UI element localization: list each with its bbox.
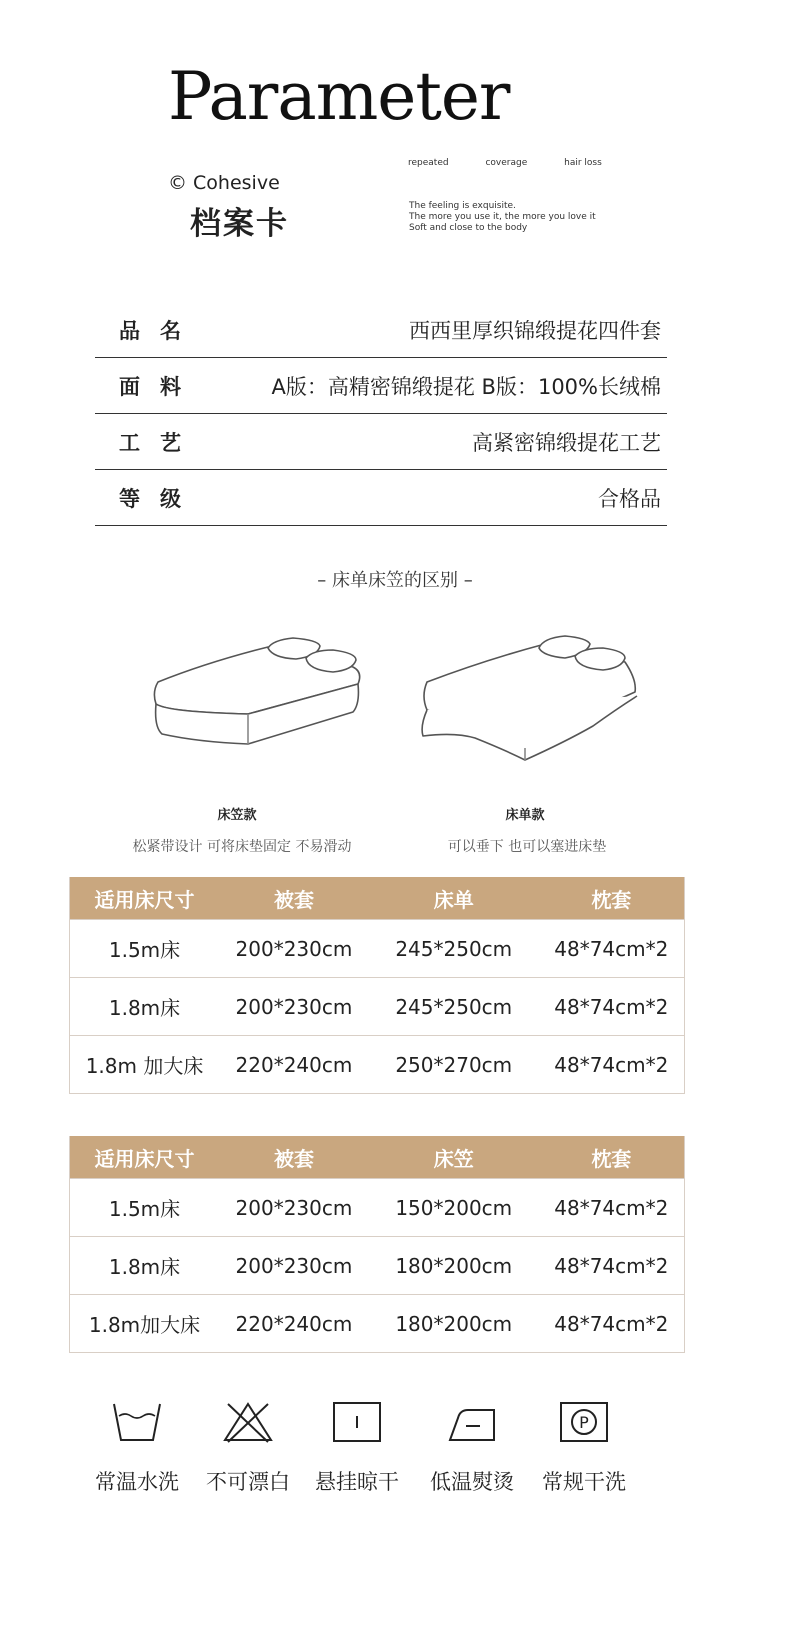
wash-tub-icon	[111, 1400, 163, 1444]
care-label: 低温熨烫	[430, 1470, 514, 1494]
table-cell: 200*230cm	[219, 1179, 369, 1237]
table-cell: 48*74cm*2	[539, 1179, 685, 1237]
tag: coverage	[485, 158, 528, 168]
fitted-sheet-description: 松紧带设计 可将床垫固定 不易滑动	[132, 839, 352, 855]
table-cell: 48*74cm*2	[539, 978, 685, 1036]
param-value: 高紧密锦缎提花工艺	[472, 430, 661, 455]
care-item-dry-clean	[524, 1400, 644, 1496]
hang-dry-icon	[331, 1400, 383, 1444]
table-header: 适用床尺寸	[70, 1136, 220, 1179]
fitted-sheet-illustration	[148, 632, 368, 752]
table-cell: 180*200cm	[369, 1237, 539, 1295]
table-header: 枕套	[539, 1136, 685, 1179]
tag: hair loss	[564, 158, 602, 168]
table-row	[70, 1295, 685, 1353]
table-cell: 180*200cm	[369, 1295, 539, 1353]
table-cell: 1.8m加大床	[70, 1295, 220, 1353]
table-cell: 250*270cm	[369, 1036, 539, 1094]
flat-sheet-description: 可以垂下 也可以塞进床垫	[447, 839, 607, 855]
care-label: 悬挂晾干	[315, 1470, 399, 1494]
table-cell: 48*74cm*2	[539, 1237, 685, 1295]
table-cell: 48*74cm*2	[539, 1295, 685, 1353]
table-cell: 200*230cm	[219, 1237, 369, 1295]
care-label: 常规干洗	[542, 1470, 626, 1494]
table-row	[70, 978, 685, 1036]
param-value: 合格品	[598, 486, 661, 511]
parameter-list	[95, 302, 667, 526]
table-cell: 1.8m床	[70, 978, 220, 1036]
table-cell: 1.5m床	[70, 1179, 220, 1237]
tag-list	[408, 158, 636, 168]
table-cell: 1.5m床	[70, 920, 220, 978]
param-key: 工艺	[119, 430, 201, 455]
table-header: 被套	[219, 1136, 369, 1179]
table-header: 适用床尺寸	[70, 877, 220, 920]
table-header-row	[70, 1136, 685, 1179]
care-label: 常温水洗	[95, 1470, 179, 1494]
table-header: 枕套	[539, 877, 685, 920]
table-header: 床单	[369, 877, 539, 920]
care-item-wash	[77, 1400, 197, 1496]
care-item-no-bleach	[188, 1400, 308, 1496]
table-row	[70, 1179, 685, 1237]
param-key: 品名	[119, 318, 201, 343]
param-row	[95, 358, 667, 414]
table-cell: 245*250cm	[369, 978, 539, 1036]
tagline-line: Soft and close to the body	[409, 223, 528, 233]
care-item-hang-dry	[297, 1400, 417, 1496]
care-label: 不可漂白	[206, 1470, 290, 1494]
table-cell: 48*74cm*2	[539, 920, 685, 978]
tagline	[409, 201, 596, 234]
fitted-sheet-label: 床笠款	[217, 808, 257, 823]
tag: repeated	[408, 158, 449, 168]
flat-sheet-illustration	[415, 630, 645, 770]
param-key: 面料	[119, 374, 201, 399]
table-header: 床笠	[369, 1136, 539, 1179]
tagline-line: The feeling is exquisite.	[409, 201, 516, 211]
table-cell: 48*74cm*2	[539, 1036, 685, 1094]
table-cell: 245*250cm	[369, 920, 539, 978]
param-key: 等级	[119, 486, 201, 511]
param-row	[95, 470, 667, 526]
table-row	[70, 1036, 685, 1094]
table-cell: 1.8m床	[70, 1237, 220, 1295]
table-header-row	[70, 877, 685, 920]
table-row	[70, 920, 685, 978]
dry-clean-icon	[558, 1400, 610, 1444]
table-cell: 1.8m 加大床	[70, 1036, 220, 1094]
table-cell: 220*240cm	[219, 1295, 369, 1353]
svg-text:P: P	[579, 1413, 589, 1432]
table-header: 被套	[219, 877, 369, 920]
difference-title: – 床单床笠的区别 –	[317, 570, 473, 591]
care-item-low-iron	[412, 1400, 532, 1496]
table-cell: 220*240cm	[219, 1036, 369, 1094]
table-cell: 150*200cm	[369, 1179, 539, 1237]
param-row	[95, 302, 667, 358]
archive-heading: 档案卡	[190, 206, 289, 242]
page-title: Parameter	[168, 58, 510, 135]
param-value: A版：高精密锦缎提花 B版：100%长绒棉	[271, 374, 661, 399]
size-table-fitted-sheet	[69, 1136, 685, 1353]
table-cell: 200*230cm	[219, 920, 369, 978]
table-cell: 200*230cm	[219, 978, 369, 1036]
low-iron-icon	[446, 1400, 498, 1444]
param-row	[95, 414, 667, 470]
table-row	[70, 1237, 685, 1295]
brand-name: © Cohesive	[168, 172, 280, 194]
flat-sheet-label: 床单款	[505, 808, 545, 823]
no-bleach-icon	[222, 1400, 274, 1444]
param-value: 西西里厚织锦缎提花四件套	[409, 318, 661, 343]
tagline-line: The more you use it, the more you love it	[409, 212, 596, 222]
size-table-flat-sheet	[69, 877, 685, 1094]
